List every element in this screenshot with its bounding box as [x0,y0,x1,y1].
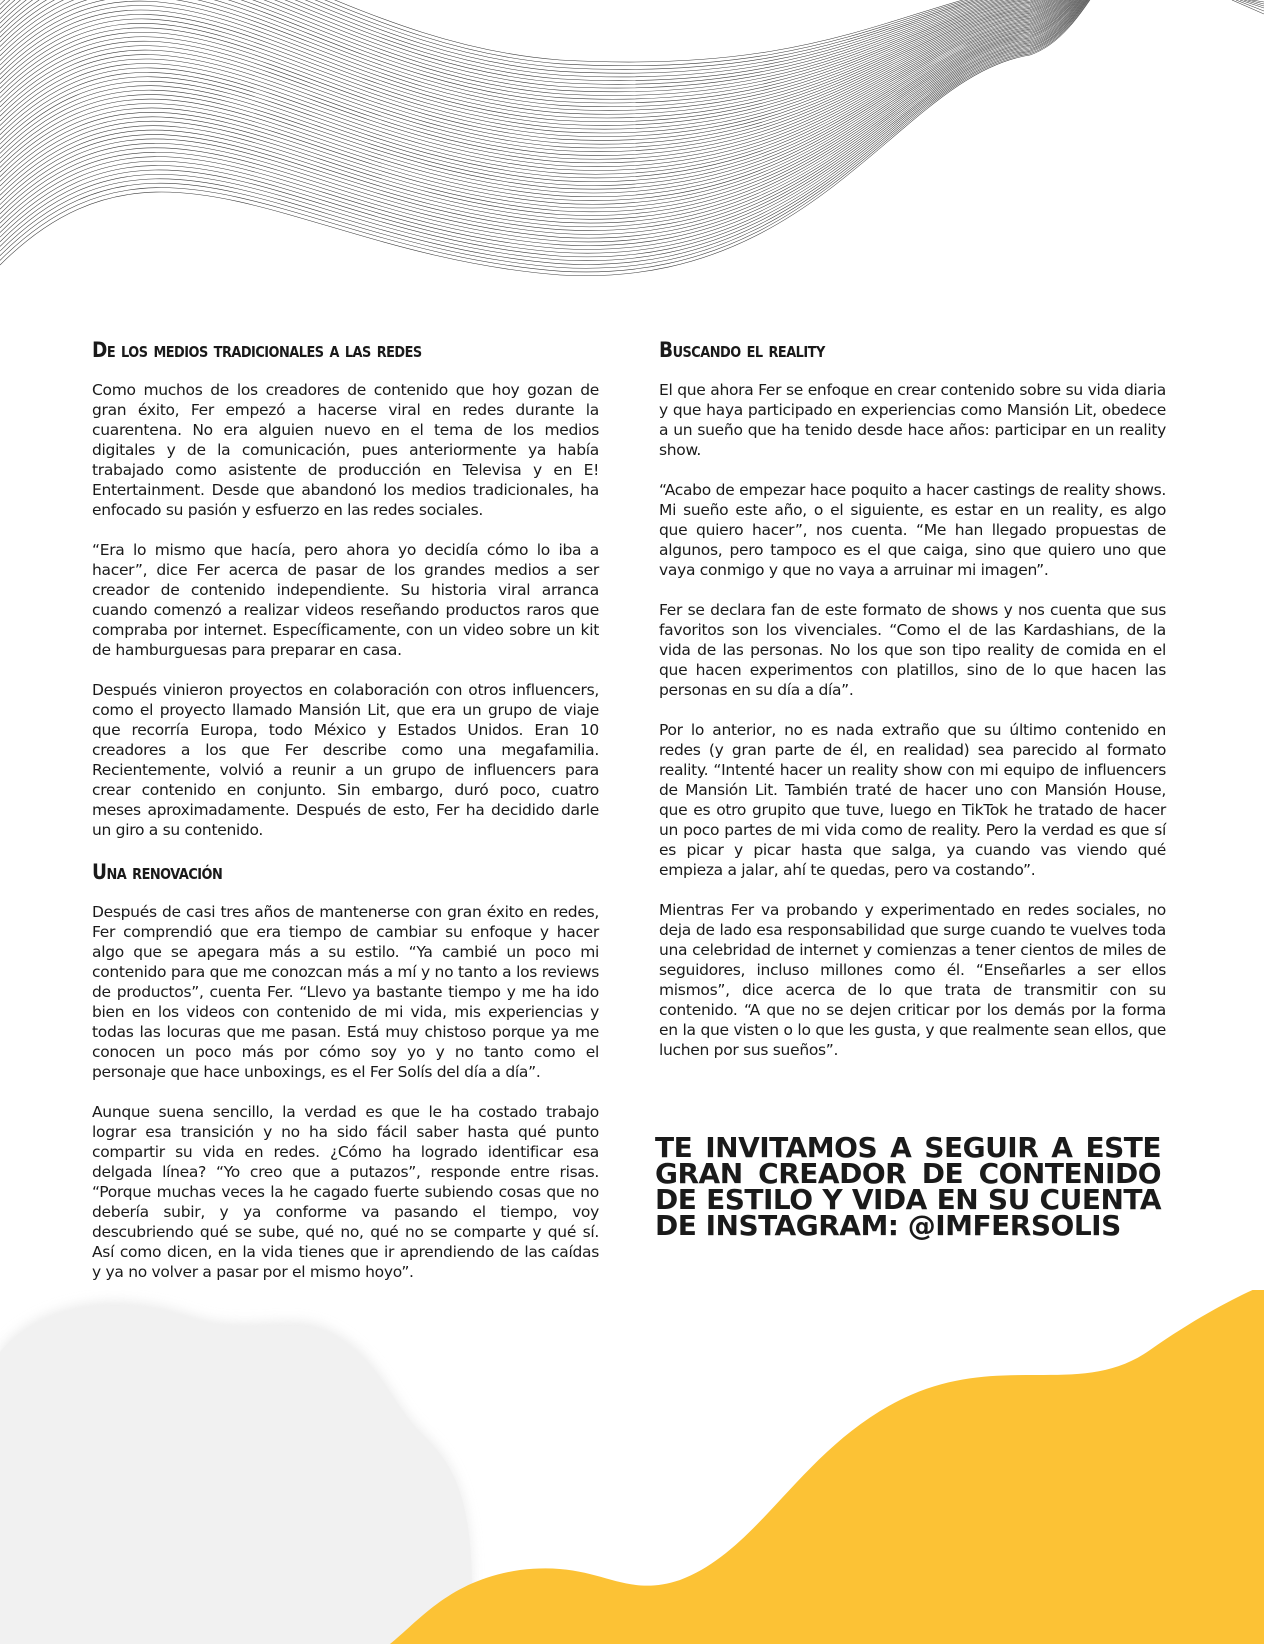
left-column [92,338,599,1302]
section-title-traditional-media: De los medios tradicionales a las redes [92,338,422,363]
bottom-wave-graphic [0,1290,1264,1644]
paragraph: Después de casi tres años de mantenerse con gran éxito en redes, Fer comprendió que era tiempo de cambiar su enfoque y hacer algo que se apegara más a su estilo. “Ya cambié un poco mi contenido para que me conozcan más a mí y no tanto a los reviews de productos”, cuenta Fer. “Llevo ya bastante tiempo y me ha ido bien en los videos con contenido de mi vida, mis experiencias y todas las locuras que me pasan. Está muy chistoso porque ya me conocen un poco más por cómo soy yo y no tanto como el personaje que hace unboxings, es el Fer Solís del día a día”. [92,903,599,1081]
paragraph: Como muchos de los creadores de contenido que hoy gozan de gran éxito, Fer empezó a hacerse viral en redes durante la cuarentena. No era alguien nuevo en el tema de los medios digitales y de la comunicación, pues anteriormente ya había trabajado como asistente de producción en Televisa y en E! Entertainment. Desde que abandonó los medios tradicionales, ha enfocado su pasión y esfuerzo en las redes sociales. [92,381,599,519]
section-title-renovation: Una renovación [92,860,223,885]
instagram-call-to-action: TE INVITAMOS A SEGUIR A ESTE GRAN CREADOR DE CONTENIDO DE ESTILO Y VIDA EN SU CUENTA DE INSTAGRAM: @IMFERSOLIS [655,1131,1161,1242]
section-title-reality: Buscando el reality [659,338,825,363]
paragraph: “Acabo de empezar hace poquito a hacer castings de reality shows. Mi sueño este año, o el siguiente, es estar en un reality, es algo que quiero hacer”, nos cuenta. “Me han llegado propuestas de algunos, pero tampoco es el que caiga, sino que quiero uno que vaya conmigo y que no vaya a arruinar mi imagen”. [659,481,1166,579]
paragraph: Mientras Fer va probando y experimentado en redes sociales, no deja de lado esa responsabilidad que surge cuando te vuelves toda una celebridad de internet y comienzas a tener cientos de miles de seguidores, incluso millones como él. “Enseñarles a ser ellos mismos”, dice acerca de lo que trata de transmitir con su contenido. “A que no se dejen criticar por los demás por la forma en la que visten o lo que les gusta, y que realmente sean ellos, que luchen por sus sueños”. [659,901,1166,1059]
paragraph: El que ahora Fer se enfoque en crear contenido sobre su vida diaria y que haya participado en experiencias como Mansión Lit, obedece a un sueño que ha tenido desde hace años: participar en un reality show. [659,381,1166,459]
yellow-wave [390,1290,1264,1644]
paragraph: Por lo anterior, no es nada extraño que su último contenido en redes (y gran parte de él, en realidad) sea parecido al formato reality. “Intenté hacer un reality show con mi equipo de influencers de Mansión Lit. También traté de hacer uno con Mansión House, que es otro grupito que tuve, luego en TikTok he tratado de hacer un poco partes de mi vida como de reality. Pero la verdad es que sí es picar y picar hasta que salga, ya cuando vas viendo qué empieza a jalar, ahí te quedas, pero va costando”. [659,721,1166,879]
paragraph: “Era lo mismo que hacía, pero ahora yo decidía cómo lo iba a hacer”, dice Fer acerca de pasar de los grandes medios a ser creador de contenido independiente. Su historia viral arranca cuando comenzó a realizar videos reseñando productos raros que compraba por internet. Específicamente, con un video sobre un kit de hamburguesas para preparar en casa. [92,541,599,659]
line-wave-graphic [0,0,1264,300]
paragraph: Aunque suena sencillo, la verdad es que le ha costado trabajo lograr esa transición y no ha sido fácil saber hasta qué punto compartir su vida en redes. ¿Cómo ha logrado identificar esa delgada línea? “Yo creo que a putazos”, responde entre risas. “Porque muchas veces la he cagado fuerte subiendo cosas que no debería subir, y ya conforme va pasando el tiempo, voy descubriendo qué se sube, qué no, qué no se comparte y qué sí. Así como dicen, en la vida tienes que ir aprendiendo de las caídas y ya no volver a pasar por el mismo hoyo”. [92,1103,599,1281]
paragraph: Después vinieron proyectos en colaboración con otros influencers, como el proyecto llamado Mansión Lit, que era un grupo de viaje que recorría Europa, todo México y Estados Unidos. Eran 10 creadores a los que Fer describe como una megafamilia. Recientemente, volvió a reunir a un grupo de influencers para crear contenido en conjunto. Sin embargo, duró poco, cuatro meses aproximadamente. Después de esto, Fer ha decidido darle un giro a su contenido. [92,681,599,839]
paragraph: Fer se declara fan de este formato de shows y nos cuenta que sus favoritos son los vivenciales. “Como el de las Kardashians, de la vida de las personas. No los que son tipo reality de comida en el que hacen experimentos con platillos, sino de lo que hacen las personas en su día a día”. [659,601,1166,699]
right-column [659,338,1166,1080]
